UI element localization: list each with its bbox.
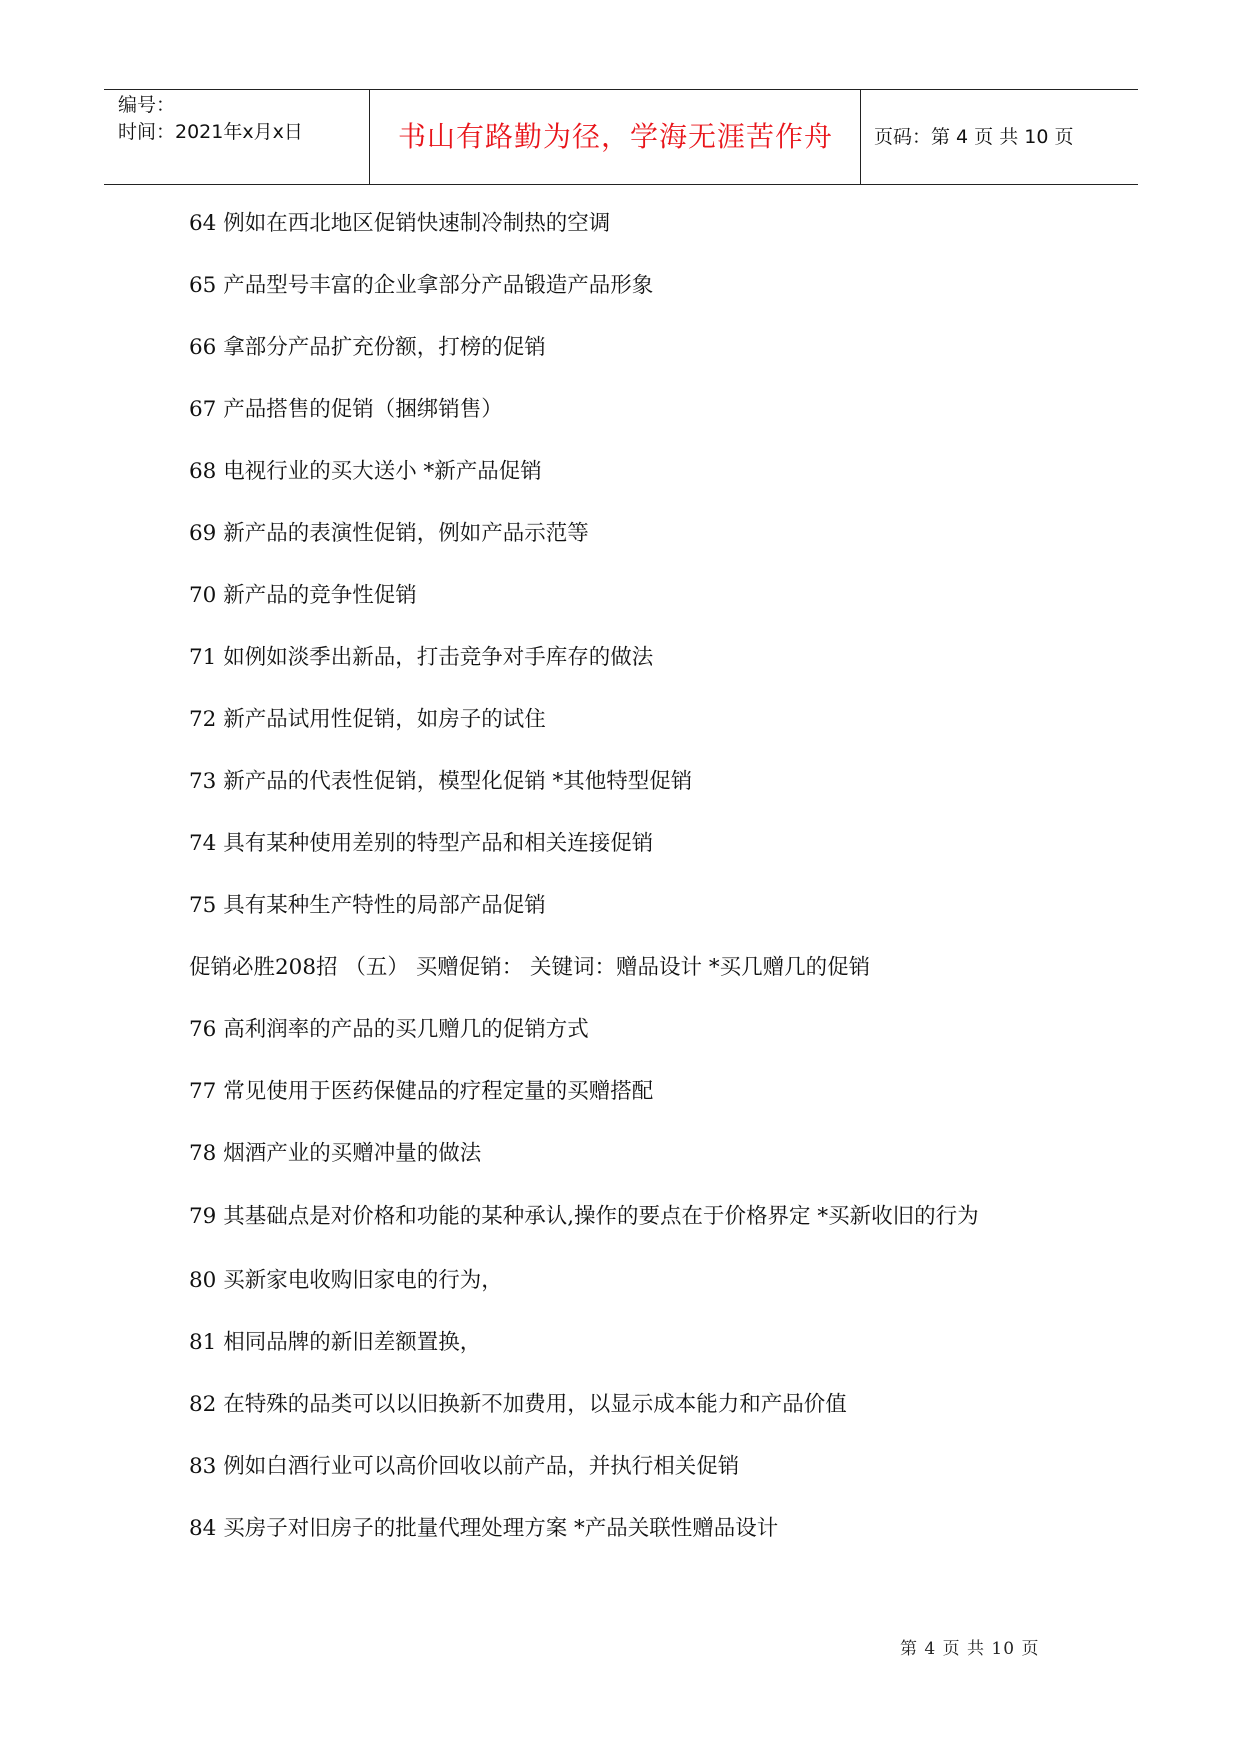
list-item: 83 例如白酒行业可以高价回收以前产品，并执行相关促销 bbox=[189, 1454, 740, 1479]
section-heading: 促销必胜208招 （五） 买赠促销： 关键词：赠品设计 *买几赠几的促销 bbox=[189, 955, 871, 980]
list-item: 70 新产品的竞争性促销 bbox=[189, 583, 417, 608]
list-item: 75 具有某种生产特性的局部产品促销 bbox=[189, 893, 546, 918]
list-item: 84 买房子对旧房子的批量代理处理方案 *产品关联性赠品设计 bbox=[189, 1516, 779, 1541]
page-header bbox=[104, 89, 1138, 185]
header-page-number: 页码：第 4 页 共 10 页 bbox=[874, 126, 1074, 148]
list-item: 65 产品型号丰富的企业拿部分产品锻造产品形象 bbox=[189, 273, 654, 298]
list-item: 64 例如在西北地区促销快速制冷制热的空调 bbox=[189, 211, 611, 236]
list-item: 74 具有某种使用差别的特型产品和相关连接促销 bbox=[189, 831, 654, 856]
list-item: 78 烟酒产业的买赠冲量的做法 bbox=[189, 1141, 482, 1166]
header-motto: 书山有路勤为径，学海无涯苦作舟 bbox=[397, 120, 833, 153]
document-body bbox=[189, 210, 1069, 1577]
list-item: 72 新产品试用性促销，如房子的试住 bbox=[189, 707, 546, 732]
list-item: 77 常见使用于医药保健品的疗程定量的买赠搭配 bbox=[189, 1079, 654, 1104]
header-divider bbox=[369, 90, 370, 184]
list-item: 79 其基础点是对价格和功能的某种承认,操作的要点在于价格界定 *买新收旧的行为 bbox=[189, 1204, 979, 1229]
document-number-label: 编号： bbox=[118, 94, 176, 116]
list-item: 76 高利润率的产品的买几赠几的促销方式 bbox=[189, 1017, 589, 1042]
header-meta bbox=[118, 92, 358, 146]
page-footer: 第 4 页 共 10 页 bbox=[900, 1639, 1040, 1659]
list-item: 81 相同品牌的新旧差额置换， bbox=[189, 1330, 482, 1355]
list-item: 80 买新家电收购旧家电的行为， bbox=[189, 1268, 503, 1293]
document-time-label: 时间：2021年x月x日 bbox=[118, 121, 303, 143]
list-item: 67 产品搭售的促销（捆绑销售） bbox=[189, 397, 503, 422]
list-item: 68 电视行业的买大送小 *新产品促销 bbox=[189, 459, 542, 484]
list-item: 73 新产品的代表性促销，模型化促销 *其他特型促销 bbox=[189, 769, 693, 794]
list-item: 66 拿部分产品扩充份额，打榜的促销 bbox=[189, 335, 546, 360]
list-item: 71 如例如淡季出新品，打击竞争对手库存的做法 bbox=[189, 645, 654, 670]
header-divider bbox=[860, 90, 861, 184]
list-item: 82 在特殊的品类可以以旧换新不加费用，以显示成本能力和产品价值 bbox=[189, 1392, 847, 1417]
list-item: 69 新产品的表演性促销，例如产品示范等 bbox=[189, 521, 589, 546]
